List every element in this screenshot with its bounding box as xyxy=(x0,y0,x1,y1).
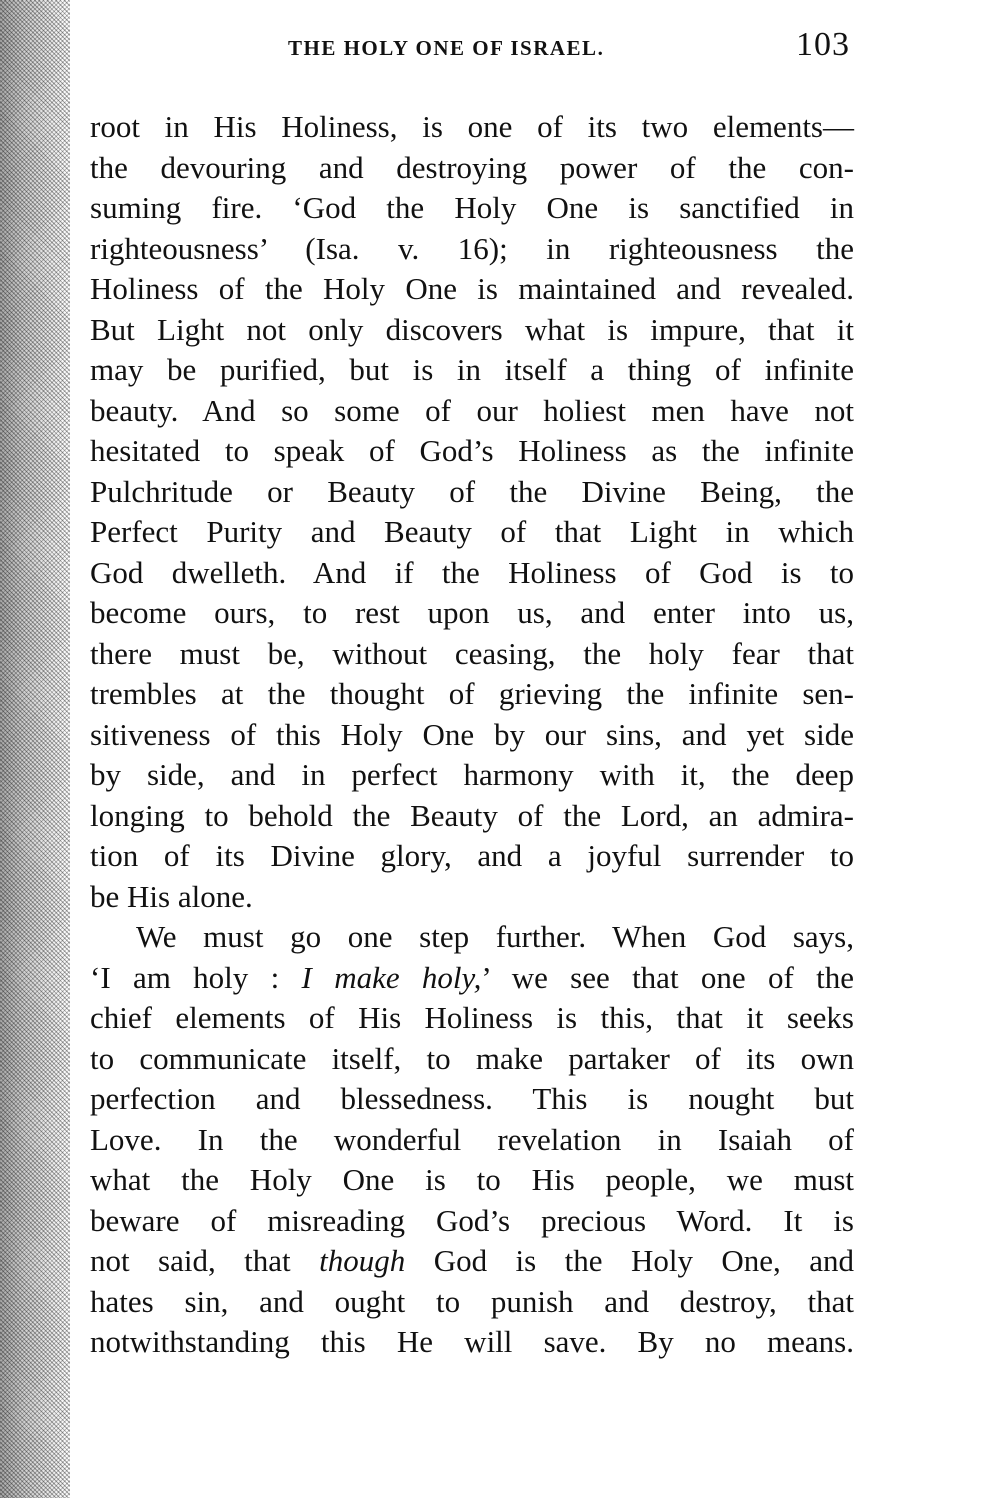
line-segment: not said, that xyxy=(90,1243,320,1278)
italic-word: though xyxy=(319,1243,406,1278)
text-line: Holiness of the Holy One is maintained and revealed. xyxy=(90,271,854,306)
running-head xyxy=(90,26,850,70)
text-line: trembles at the thought of grieving the infinite sen- xyxy=(90,676,854,711)
text-line: to communicate itself, to make partaker of its own xyxy=(90,1040,854,1076)
text-line: the devouring and destroying power of the con- xyxy=(90,149,854,185)
text-line: Perfect Purity and Beauty of that Light in which xyxy=(90,514,854,549)
text-line: sitiveness of this Holy One by our sins, and yet side xyxy=(90,716,854,752)
running-title: THE HOLY ONE OF ISRAEL. xyxy=(288,36,605,60)
text-line: perfection and blessedness. This is nought but xyxy=(90,1081,854,1116)
text-line: hates sin, and ought to punish and destroy, that xyxy=(90,1283,854,1319)
text-line: But Light not only discovers what is impure, that it xyxy=(90,311,854,347)
line-segment: God is the Holy One, and xyxy=(405,1243,854,1278)
page-number: 103 xyxy=(796,26,850,63)
text-line: there must be, without ceasing, the holy fear that xyxy=(90,635,854,671)
body-text xyxy=(90,107,854,1363)
text-line: God dwelleth. And if the Holiness of God is to xyxy=(90,554,854,590)
text-line: righteousness’ (Isa. v. 16); in righteousness the xyxy=(90,230,854,266)
text-line: beware of misreading God’s precious Word. It is xyxy=(90,1202,854,1238)
text-line: tion of its Divine glory, and a joyful surrender to xyxy=(90,838,854,873)
text-line xyxy=(90,1241,854,1282)
line-segment: ’ we see that one of the xyxy=(481,959,854,995)
text-line: by side, and in perfect harmony with it, the deep xyxy=(90,757,854,792)
text-line: longing to behold the Beauty of the Lord, an admira- xyxy=(90,797,854,833)
text-line: beauty. And so some of our holiest men have not xyxy=(90,392,854,428)
text-line: what the Holy One is to His people, we must xyxy=(90,1162,854,1197)
line-segment: ‘I am holy : xyxy=(90,959,302,995)
text-line: Love. In the wonderful revelation in Isaiah of xyxy=(90,1121,854,1157)
page-edge-shading xyxy=(0,0,70,1498)
italic-phrase: I make holy, xyxy=(301,959,482,995)
text-line: become ours, to rest upon us, and enter into us, xyxy=(90,595,854,630)
paragraph-end-line: be His alone. xyxy=(90,878,253,914)
text-line: Pulchritude or Beauty of the Divine Being, the xyxy=(90,473,854,509)
text-line: chief elements of His Holiness is this, that it seeks xyxy=(90,1000,854,1035)
text-line: suming fire. ‘God the Holy One is sanctified in xyxy=(90,190,854,225)
text-line: hesitated to speak of God’s Holiness as the infinite xyxy=(90,433,854,468)
text-line xyxy=(90,958,854,999)
text-line: may be purified, but is in itself a thing of infinite xyxy=(90,352,854,387)
paragraph-first-line: We must go one step further. When God says, xyxy=(136,919,854,954)
text-line: notwithstanding this He will save. By no means. xyxy=(90,1324,854,1359)
text-line: root in His Holiness, is one of its two elements— xyxy=(90,109,854,144)
